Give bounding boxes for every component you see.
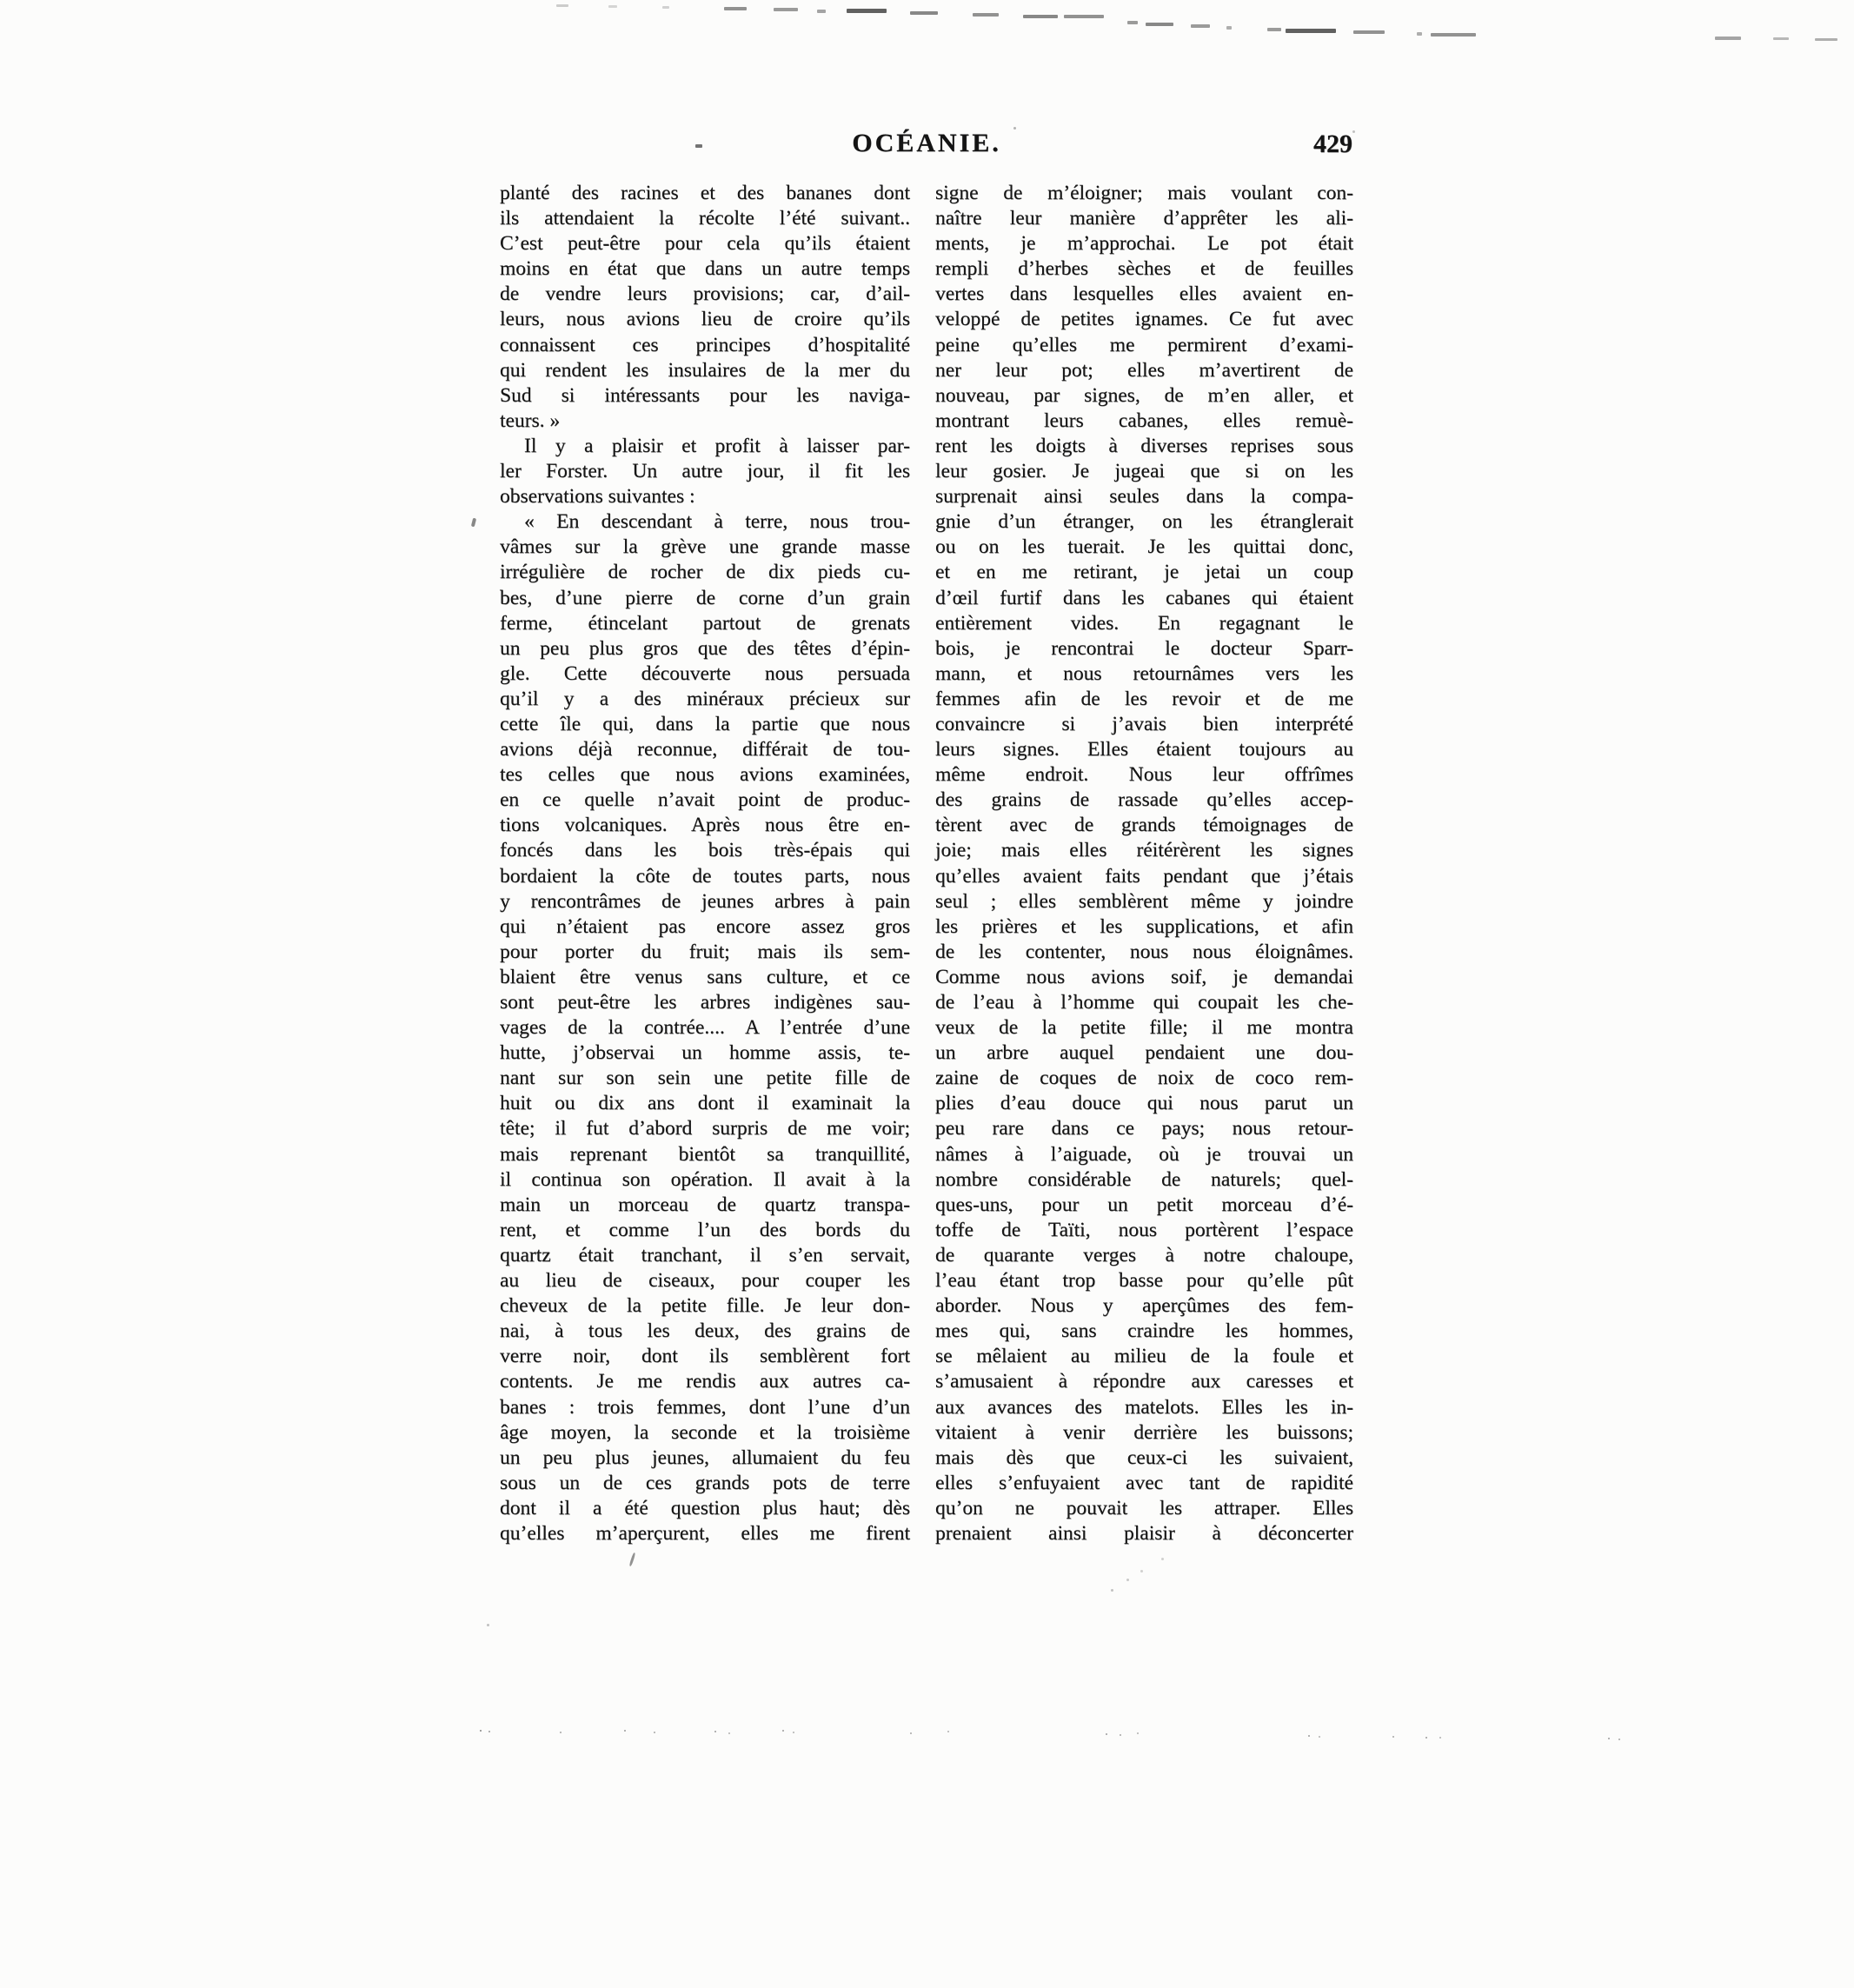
scan-artifact-dot bbox=[1161, 1558, 1164, 1560]
text-line: les prières et les supplications, et afin bbox=[935, 914, 1353, 938]
text-line: leurs signes. Elles étaient toujours au bbox=[935, 738, 1353, 761]
text-line: il continua son opération. Il avait à la bbox=[500, 1167, 910, 1191]
text-line: un arbre auquel pendaient une dou- bbox=[935, 1041, 1353, 1065]
page-number: 429 bbox=[1313, 130, 1352, 158]
text-line: Sud si intéressants pour les naviga- bbox=[500, 383, 910, 407]
text-line: qu’il y a des minéraux précieux sur bbox=[500, 687, 910, 710]
text-line: cheveux de la petite fille. Je leur don- bbox=[500, 1294, 910, 1318]
text-line: convaincre si j’avais bien interprété bbox=[935, 712, 1353, 735]
text-line: gle. Cette découverte nous persuada bbox=[500, 662, 910, 685]
text-line: naître leur manière d’apprêter les ali- bbox=[935, 207, 1353, 230]
text-line: d’œil furtif dans les cabanes qui étaient bbox=[935, 586, 1353, 609]
text-line: sous un de ces grands pots de terre bbox=[500, 1471, 910, 1494]
text-line: de vendre leurs provisions; car, d’ail- bbox=[500, 283, 910, 306]
text-line: en ce quelle n’avait point de produc- bbox=[500, 788, 910, 812]
text-line: de les contenter, nous nous éloignâmes. bbox=[935, 940, 1353, 963]
text-line: qui n’étaient pas encore assez gros bbox=[500, 914, 910, 938]
text-line: mais dès que ceux-ci les suivaient, bbox=[935, 1446, 1353, 1469]
text-line: verre noir, dont ils semblèrent fort bbox=[500, 1345, 910, 1368]
text-line: nombre considérable de naturels; quel- bbox=[935, 1167, 1353, 1191]
text-line: prenaient ainsi plaisir à déconcerter bbox=[935, 1521, 1353, 1545]
text-line: même endroit. Nous leur offrîmes bbox=[935, 763, 1353, 787]
text-line: mann, et nous retournâmes vers les bbox=[935, 662, 1353, 685]
scan-artifact-dot bbox=[1126, 1579, 1129, 1581]
text-line: bes, d’une pierre de corne d’un grain bbox=[500, 586, 910, 609]
scan-artifact-dot bbox=[1140, 1570, 1143, 1572]
text-line: ments, je m’approchai. Le pot était bbox=[935, 232, 1353, 256]
text-line: Comme nous avions soif, je demandai bbox=[935, 965, 1353, 988]
text-line: nouveau, par signes, de m’en aller, et bbox=[935, 383, 1353, 407]
text-line: qu’on ne pouvait les attraper. Elles bbox=[935, 1496, 1353, 1519]
text-line: pour porter du fruit; mais ils sem- bbox=[500, 940, 910, 963]
text-line: nai, à tous les deux, des grains de bbox=[500, 1320, 910, 1343]
scan-artifact-dot bbox=[487, 1624, 489, 1626]
text-line: veloppé de petites ignames. Ce fut avec bbox=[935, 308, 1353, 331]
text-line: huit ou dix ans dont il examinait la bbox=[500, 1092, 910, 1115]
text-line: ner leur pot; elles m’avertirent de bbox=[935, 358, 1353, 382]
text-line: hutte, j’observai un homme assis, te- bbox=[500, 1041, 910, 1065]
text-line: rent, et comme l’un des bords du bbox=[500, 1218, 910, 1241]
text-line: bois, je rencontrai le docteur Sparr- bbox=[935, 636, 1353, 660]
right-text-column bbox=[935, 181, 1353, 1546]
text-line: l’eau étant trop basse pour qu’elle pût bbox=[935, 1269, 1353, 1293]
scan-artifact-comma bbox=[471, 518, 476, 528]
text-line: femmes afin de les revoir et de me bbox=[935, 687, 1353, 710]
text-line: tes celles que nous avions examinées, bbox=[500, 763, 910, 787]
text-line: observations suivantes : bbox=[500, 485, 695, 509]
text-line: aux avances des matelots. Elles les in- bbox=[935, 1395, 1353, 1419]
text-line: se mêlaient au milieu de la foule et bbox=[935, 1345, 1353, 1368]
text-line: de quarante verges à notre chaloupe, bbox=[935, 1243, 1353, 1267]
text-line: teurs. » bbox=[500, 409, 561, 432]
text-line: ques-uns, pour un petit morceau d’é- bbox=[935, 1193, 1353, 1216]
left-text-column bbox=[500, 181, 910, 1546]
text-line: montrant leurs cabanes, elles remuè- bbox=[935, 409, 1353, 432]
text-line: seul ; elles semblèrent même y joindre bbox=[935, 889, 1353, 913]
text-line: qui rendent les insulaires de la mer du bbox=[500, 358, 910, 382]
text-line: un peu plus jeunes, allumaient du feu bbox=[500, 1446, 910, 1469]
text-line: rent les doigts à diverses reprises sous bbox=[935, 434, 1353, 457]
text-line: tèrent avec de grands témoignages de bbox=[935, 814, 1353, 837]
text-line: un peu plus gros que des têtes d’épin- bbox=[500, 636, 910, 660]
text-line: rempli d’herbes sèches et de feuilles bbox=[935, 257, 1353, 281]
scan-artifact-dot bbox=[1111, 1589, 1113, 1592]
text-line: « En descendant à terre, nous trou- bbox=[524, 510, 910, 534]
text-line: banes : trois femmes, dont l’une d’un bbox=[500, 1395, 910, 1419]
text-line: leur gosier. Je jugeai que si on les bbox=[935, 460, 1353, 483]
text-line: de l’eau à l’homme qui coupait les che- bbox=[935, 991, 1353, 1014]
text-line: zaine de coques de noix de coco rem- bbox=[935, 1067, 1353, 1090]
text-line: vertes dans lesquelles elles avaient en- bbox=[935, 283, 1353, 306]
text-line: ler Forster. Un autre jour, il fit les bbox=[500, 460, 910, 483]
text-line: blaient être venus sans culture, et ce bbox=[500, 965, 910, 988]
text-line: Il y a plaisir et profit à laisser par- bbox=[524, 434, 910, 457]
text-line: veux de la petite fille; il me montra bbox=[935, 1016, 1353, 1040]
text-line: tête; il fut d’abord surpris de me voir; bbox=[500, 1117, 910, 1140]
text-line: au lieu de ciseaux, pour couper les bbox=[500, 1269, 910, 1293]
text-line: ou on les tuerait. Je les quittai donc, bbox=[935, 535, 1353, 559]
text-line: connaissent ces principes d’hospitalité bbox=[500, 333, 910, 356]
text-line: joie; mais elles réitérèrent les signes bbox=[935, 839, 1353, 862]
text-line: planté des racines et des bananes dont bbox=[500, 182, 910, 204]
text-line: et en me retirant, je jetai un coup bbox=[935, 561, 1353, 584]
text-line: mes qui, sans craindre les hommes, bbox=[935, 1320, 1353, 1343]
text-line: C’est peut-être pour cela qu’ils étaient bbox=[500, 232, 910, 256]
text-line: s’amusaient à répondre aux caresses et bbox=[935, 1370, 1353, 1393]
text-line: quartz était tranchant, il s’en servait, bbox=[500, 1243, 910, 1267]
text-line: ferme, étincelant partout de grenats bbox=[500, 611, 910, 635]
text-line: bordaient la côte de toutes parts, nous bbox=[500, 864, 910, 888]
text-line: peine qu’elles me permirent d’exami- bbox=[935, 333, 1353, 356]
text-line: avions déjà reconnue, différait de tou- bbox=[500, 738, 910, 761]
text-line: vâmes sur la grève une grande masse bbox=[500, 535, 910, 559]
scan-artifact-speck-row bbox=[480, 1730, 482, 1732]
text-line: peu rare dans ce pays; nous retour- bbox=[935, 1117, 1353, 1140]
text-line: main un morceau de quartz transpa- bbox=[500, 1193, 910, 1216]
text-line: plies d’eau douce qui nous parut un bbox=[935, 1092, 1353, 1115]
text-line: âge moyen, la seconde et la troisième bbox=[500, 1420, 910, 1444]
text-line: dont il a été question plus haut; dès bbox=[500, 1496, 910, 1519]
text-line: qu’elles m’aperçurent, elles me firent bbox=[500, 1521, 910, 1545]
running-head-title: OCÉANIE. bbox=[852, 129, 1001, 157]
text-line: nant sur son sein une petite fille de bbox=[500, 1067, 910, 1090]
text-line: vages de la contrée.... A l’entrée d’une bbox=[500, 1016, 910, 1040]
text-line: entièrement vides. En regagnant le bbox=[935, 611, 1353, 635]
text-line: contents. Je me rendis aux autres ca- bbox=[500, 1370, 910, 1393]
text-line: mais reprenant bientôt sa tranquillité, bbox=[500, 1142, 910, 1166]
text-line: toffe de Taïti, nous portèrent l’espace bbox=[935, 1218, 1353, 1241]
text-line: foncés dans les bois très-épais qui bbox=[500, 839, 910, 862]
text-line: moins en état que dans un autre temps bbox=[500, 257, 910, 281]
text-line: qu’elles avaient faits pendant que j’étais bbox=[935, 864, 1353, 888]
text-line: nâmes à l’aiguade, où je trouvai un bbox=[935, 1142, 1353, 1166]
scan-artifact-curl bbox=[629, 1553, 636, 1566]
text-line: surprenait ainsi seules dans la compa- bbox=[935, 485, 1353, 509]
text-line: y rencontrâmes de jeunes arbres à pain bbox=[500, 889, 910, 913]
text-line: irrégulière de rocher de dix pieds cu- bbox=[500, 561, 910, 584]
text-line: sont peut-être les arbres indigènes sau- bbox=[500, 991, 910, 1014]
text-line: leurs, nous avions lieu de croire qu’ils bbox=[500, 308, 910, 331]
text-line: gnie d’un étranger, on les étranglerait bbox=[935, 510, 1353, 534]
text-line: des grains de rassade qu’elles accep- bbox=[935, 788, 1353, 812]
text-line: vitaient à venir derrière les buissons; bbox=[935, 1420, 1353, 1444]
text-line: aborder. Nous y aperçûmes des fem- bbox=[935, 1294, 1353, 1318]
text-line: elles s’enfuyaient avec tant de rapidité bbox=[935, 1471, 1353, 1494]
text-line: cette île qui, dans la partie que nous bbox=[500, 712, 910, 735]
text-line: signe de m’éloigner; mais voulant con- bbox=[935, 182, 1353, 204]
text-line: ils attendaient la récolte l’été suivant.. bbox=[500, 207, 910, 230]
text-line: tions volcaniques. Après nous être en- bbox=[500, 814, 910, 837]
